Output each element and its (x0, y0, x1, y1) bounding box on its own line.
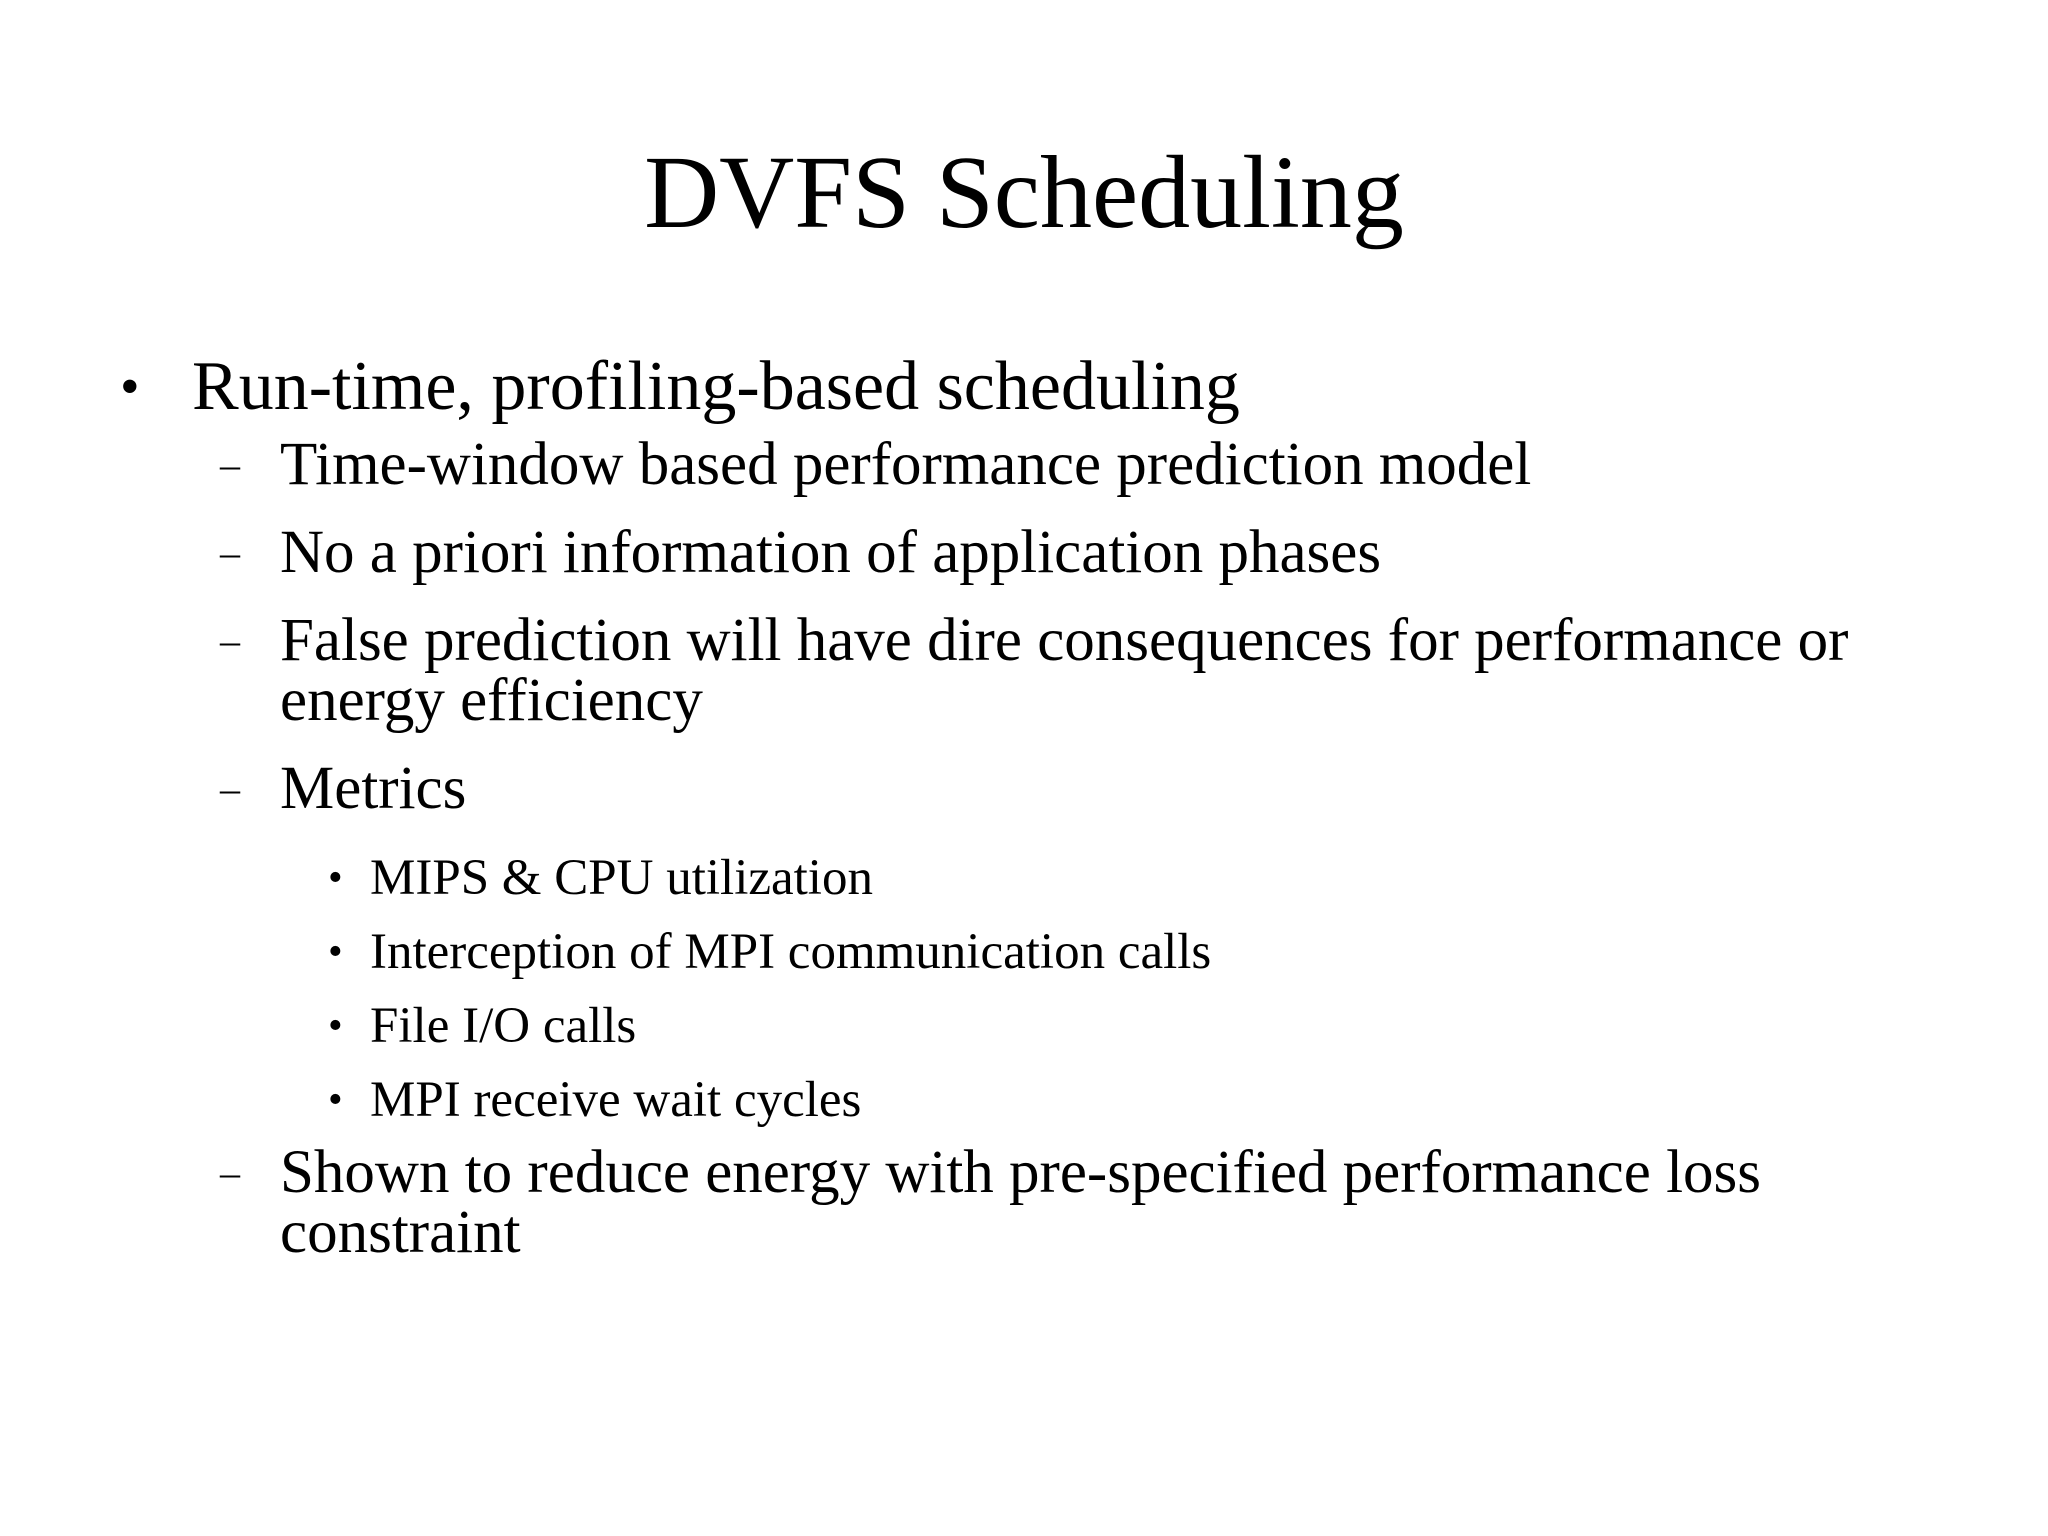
bullet-level3 (328, 921, 1980, 983)
slide-content (120, 345, 1980, 1291)
dash-icon: – (220, 1150, 240, 1195)
bullet-text: Interception of MPI communication calls (370, 924, 1212, 980)
bullet-level1 (120, 345, 1980, 429)
bullet-dot-icon: • (328, 929, 343, 975)
bullet-level2 (220, 431, 1980, 498)
dash-icon: – (220, 618, 240, 663)
bullet-level2 (220, 519, 1980, 586)
bullet-text: MPI receive wait cycles (370, 1072, 862, 1128)
bullet-text: Time-window based performance prediction model (280, 431, 1532, 498)
bullet-level2 (220, 755, 1980, 822)
bullet-text: False prediction will have dire consequences for performance or energy efficiency (280, 607, 1849, 734)
bullet-dot-icon: • (120, 356, 140, 418)
dash-icon: – (220, 442, 240, 487)
bullet-dot-icon: • (328, 855, 343, 901)
bullet-text: Metrics (280, 755, 467, 822)
bullet-level3 (328, 1069, 1980, 1131)
bullet-level2 (220, 607, 1980, 734)
bullet-text: Shown to reduce energy with pre-specified performance loss constraint (280, 1139, 1762, 1266)
bullet-level2 (220, 1139, 1980, 1266)
bullet-dot-icon: • (328, 1077, 343, 1123)
bullet-level3 (328, 995, 1980, 1057)
dash-icon: – (220, 530, 240, 575)
dash-icon: – (220, 766, 240, 811)
bullet-text: File I/O calls (370, 998, 637, 1054)
bullet-dot-icon: • (328, 1003, 343, 1049)
bullet-text: MIPS & CPU utilization (370, 850, 873, 906)
bullet-level3 (328, 847, 1980, 909)
bullet-text: Run-time, profiling-based scheduling (192, 348, 1240, 425)
slide-title: DVFS Scheduling (644, 135, 1404, 250)
bullet-text: No a priori information of application phases (280, 519, 1382, 586)
